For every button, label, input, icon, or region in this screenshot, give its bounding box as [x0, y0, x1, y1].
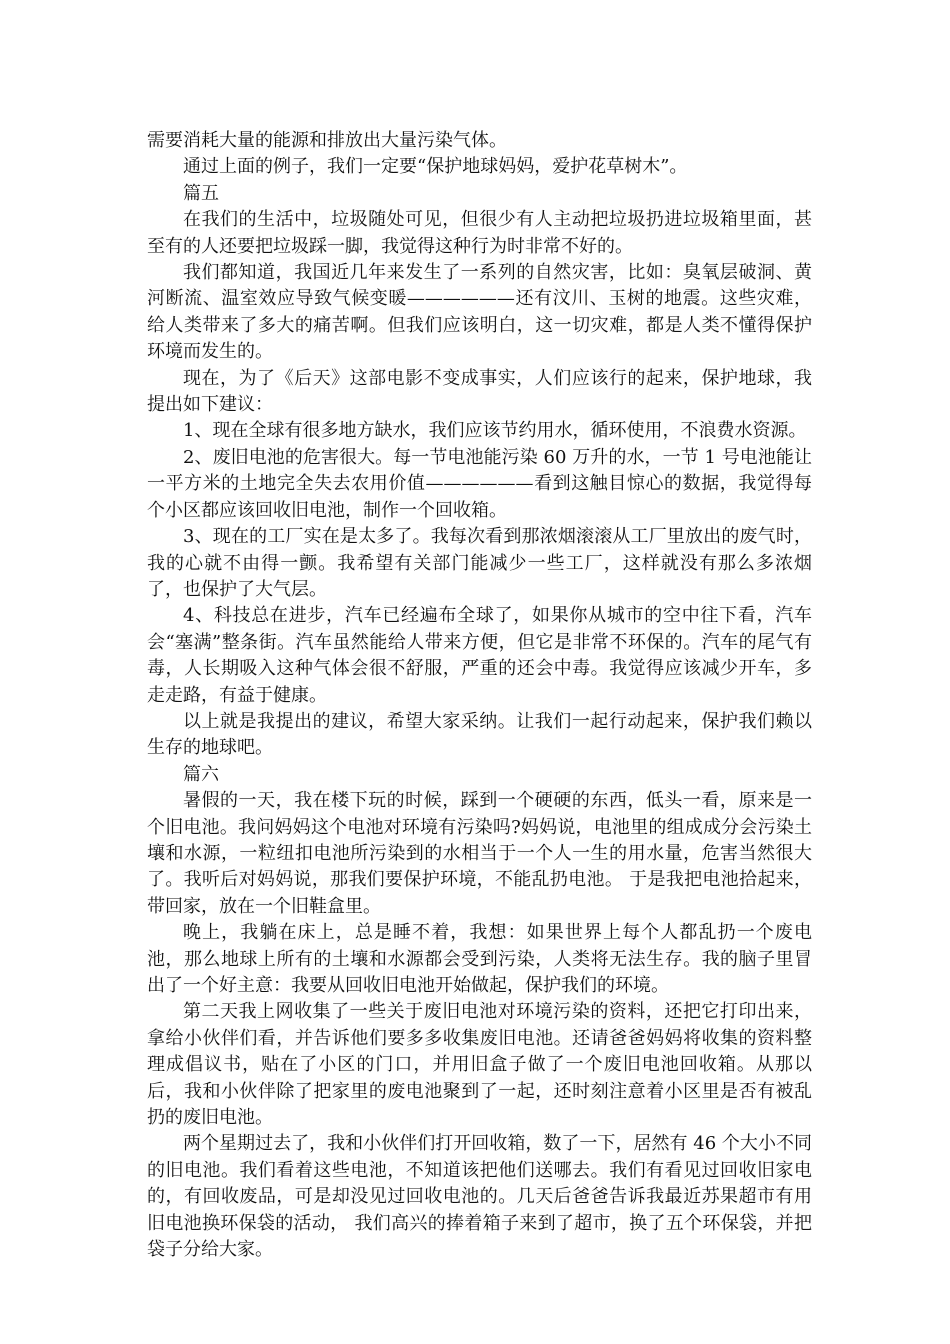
- suggestion-item-1: 1、现在全球有很多地方缺水，我们应该节约用水，循环使用，不浪费水资源。: [183, 420, 807, 442]
- section-heading-5: 篇五: [183, 182, 219, 204]
- paragraph: 两个星期过去了，我和小伙伴们打开回收箱，数了一下，居然有 46 个大小不同的旧电池。我们看着这些电池，不知道该把他们送哪去。我们有看见过回收旧家电的，有回收废品，可是却没见过回收电池的。几天后爸爸告诉我最近苏果超市有用旧电池换环保袋的活动， 我们高兴的捧着箱子来到了超市，换了五个环保袋，并把袋子分给大家。: [147, 1133, 812, 1261]
- paragraph: 我们都知道，我国近几年来发生了一系列的自然灾害，比如：臭氧层破洞、黄河断流、温室效应导致气候变暖——————还有汶川、玉树的地震。这些灾难，给人类带来了多大的痛苦啊。但我们应该明白，这一切灾难，都是人类不懂得保护环境而发生的。: [147, 262, 812, 363]
- suggestion-item-3: 3、现在的工厂实在是太多了。我每次看到那浓烟滚滚从工厂里放出的废气时，我的心就不由得一颤。我希望有关部门能减少一些工厂，这样就没有那么多浓烟了，也保护了大气层。: [147, 526, 812, 600]
- paragraph: 第二天我上网收集了一些关于废旧电池对环境污染的资料，还把它打印出来，拿给小伙伴们看，并告诉他们要多多收集废旧电池。还请爸爸妈妈将收集的资料整理成倡议书，贴在了小区的门口，并用旧盒子做了一个废旧电池回收箱。从那以后，我和小伙伴除了把家里的废电池聚到了一起，还时刻注意着小区里是否有被乱扔的废旧电池。: [147, 1001, 812, 1129]
- paragraph: 晚上，我躺在床上，总是睡不着，我想：如果世界上每个人都乱扔一个废电池，那么地球上所有的土壤和水源都会受到污染，人类将无法生存。我的脑子里冒出了一个好主意：我要从回收旧电池开始做起，保护我们的环境。: [147, 922, 812, 996]
- paragraph: 现在，为了《后天》这部电影不变成事实，人们应该行的起来，保护地球，我提出如下建议：: [147, 367, 812, 416]
- paragraph: 暑假的一天，我在楼下玩的时候，踩到一个硬硬的东西，低头一看，原来是一个旧电池。我问妈妈这个电池对环境有污染吗?妈妈说，电池里的组成成分会污染土壤和水源，一粒纽扣电池所污染到的水相当于一个人一生的用水量，危害当然很大了。我听后对妈妈说，那我们要保护环境，不能乱扔电池。 于是我把电池拾起来，带回家，放在一个旧鞋盒里。: [147, 790, 812, 917]
- document-body: [147, 128, 812, 1263]
- suggestion-item-2: 2、废旧电池的危害很大。每一节电池能污染 60 万升的水，一节 1 号电池能让一平方米的土地完全失去农用价值——————看到这触目惊心的数据，我觉得每个小区都应该回收旧电池，制作一个回收箱。: [147, 446, 812, 521]
- paragraph: 通过上面的例子，我们一定要“保护地球妈妈，爱护花草树木”。: [183, 156, 688, 178]
- paragraph: 以上就是我提出的建议，希望大家采纳。让我们一起行动起来，保护我们赖以生存的地球吧。: [147, 710, 812, 759]
- suggestion-item-4: 4、科技总在进步，汽车已经遍布全球了，如果你从城市的空中往下看，汽车会“塞满”整条街。汽车虽然能给人带来方便，但它是非常不环保的。汽车的尾气有毒，人长期吸入这种气体会很不舒服，严重的还会中毒。我觉得应该减少开车，多走走路，有益于健康。: [147, 605, 812, 706]
- paragraph-continuation: 需要消耗大量的能源和排放出大量污染气体。: [147, 130, 507, 151]
- paragraph: 在我们的生活中，垃圾随处可见，但很少有人主动把垃圾扔进垃圾箱里面，甚至有的人还要把垃圾踩一脚，我觉得这种行为时非常不好的。: [147, 209, 812, 257]
- section-heading-6: 篇六: [183, 763, 219, 785]
